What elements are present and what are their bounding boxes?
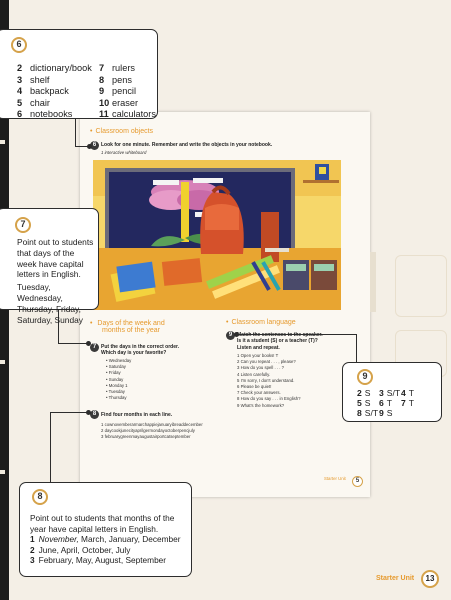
answer-cell	[379, 409, 401, 419]
answer-item	[99, 109, 156, 121]
item-word: shelf	[30, 74, 50, 85]
day-item: • Thursday	[106, 395, 127, 401]
answer-cell	[401, 399, 423, 409]
connector-dot	[234, 332, 239, 337]
inner-page-number: 5	[352, 476, 363, 487]
answer-item	[30, 545, 188, 556]
note-text: Point out to students that months of the year have capital letters in English. 1 November, March, January, December 2 June, April, October, July 3 February, May, August, September	[30, 513, 188, 566]
sentence-line: 2 Can you repeat . . . , please?	[237, 359, 296, 365]
item-answer: T	[386, 397, 393, 408]
connector-line	[50, 412, 51, 482]
footer-unit-label: Starter Unit	[376, 575, 415, 582]
exercise-8-number: 8	[90, 410, 99, 419]
item-answer: March, January, December	[78, 534, 181, 544]
connector-line	[356, 334, 357, 362]
answer-column-2	[99, 63, 156, 121]
chair	[261, 212, 279, 262]
connector-line	[58, 343, 88, 344]
exercise-7-number: 7	[90, 343, 99, 352]
box-number-badge: 9	[357, 369, 373, 385]
eraser	[265, 248, 289, 252]
item-number: 5	[17, 97, 23, 108]
item-word: rulers	[112, 63, 135, 73]
item-word: pencil	[112, 86, 137, 97]
note-box-7	[0, 208, 99, 325]
item-number: 7	[401, 397, 406, 408]
item-number: 5	[357, 397, 362, 408]
heading-days-months: • Days of the week and	[90, 319, 165, 328]
exercise-6-instruction: Look for one minute. Remember and write the objects in your notebook.	[101, 142, 273, 148]
item-number: 7	[99, 63, 105, 73]
item-word: pens	[112, 74, 132, 85]
connector-line	[50, 412, 88, 413]
answer-item	[99, 75, 156, 87]
spine-mark	[0, 470, 5, 474]
item-number: 8	[99, 74, 105, 85]
connector-line	[236, 334, 356, 335]
answer-row	[357, 409, 423, 419]
item-number: 3	[30, 555, 35, 565]
exercise-9-number: 9	[226, 331, 235, 340]
notebook	[162, 258, 202, 286]
answer-column-1	[17, 63, 92, 121]
shelf	[303, 180, 339, 183]
item-word: notebooks	[30, 109, 73, 120]
item-number: 2	[17, 63, 23, 73]
answer-grid	[357, 389, 423, 418]
note-text: Point out to students that days of the week have capital letters in English. Tuesday, Wednesday, Thursday, Friday, Saturday, Sunday	[17, 237, 94, 325]
exercise-6-number: 6	[90, 141, 99, 150]
item-answer: June, April, October, July	[38, 544, 131, 555]
item-number: 2	[357, 388, 362, 398]
puzzle-line: 1 cownovemberarmarchappiejanuaryibreaddecember	[101, 422, 203, 427]
day-item: • Sunday	[106, 376, 124, 382]
sentence-line: 4 Listen carefully.	[237, 371, 271, 377]
exercise-6-example: 1 interactive whiteboard	[101, 150, 147, 155]
sentence-line: 8 How do you say . . . in English?	[237, 396, 301, 402]
example-answer: November,	[38, 534, 79, 544]
answer-item	[17, 109, 92, 121]
student-book-page	[80, 112, 370, 497]
answer-item	[30, 534, 188, 545]
sentence-line: 9 What's the homework?	[237, 402, 285, 408]
spine-mark	[0, 360, 5, 364]
sentence-line: 6 Please be quiet!	[237, 384, 272, 390]
box-number-badge: 8	[32, 489, 48, 505]
item-word: dictionary/book	[30, 63, 92, 73]
days-list	[106, 358, 131, 401]
connector-dot	[86, 341, 91, 346]
classroom-sentences	[237, 353, 301, 409]
item-number: 3	[379, 388, 384, 398]
background-shape	[395, 255, 447, 317]
answer-box-6	[0, 29, 158, 119]
answer-item	[30, 555, 188, 566]
item-number: 2	[30, 544, 35, 555]
classroom-illustration	[93, 160, 341, 310]
sentence-line: 5 I'm sorry, I don't understand.	[237, 377, 295, 383]
connector-line	[75, 117, 76, 147]
answer-item	[17, 63, 92, 75]
inner-footer-label: Starter Unit	[324, 476, 346, 481]
day-item: • Friday	[106, 370, 121, 376]
item-number: 4	[401, 388, 406, 398]
item-answer: S/T	[364, 407, 379, 418]
item-number: 1	[30, 534, 35, 544]
item-answer: T	[408, 388, 415, 398]
sentence-line: 7 Check your answers.	[237, 390, 281, 396]
item-word: chair	[30, 97, 50, 108]
item-word: eraser	[112, 97, 139, 108]
answer-box-9	[342, 362, 442, 422]
exercise-7-instruction: Put the days in the correct order. Which day is your favorite?	[101, 344, 180, 357]
item-number: 6	[17, 109, 23, 120]
connector-dot	[86, 410, 91, 415]
puzzle-line: 3 februarygreenmayaugustairportcatseptember	[101, 434, 191, 440]
item-number: 9	[99, 86, 105, 97]
heading-classroom-objects: • Classroom objects	[90, 128, 153, 135]
heading-classroom-language: • Classroom language	[226, 319, 296, 326]
item-number: 3	[17, 74, 23, 85]
day-item: • Monday 1	[106, 382, 128, 388]
day-item: • Saturday	[106, 364, 126, 370]
heading-days-months-line-2: months of the year	[102, 327, 160, 334]
puzzle-line: 2 daycookjunecityaprilgermondayoctoberpencjuly	[101, 428, 195, 434]
exercise-8-instruction: Find four months in each line.	[101, 412, 173, 418]
item-number: 4	[17, 86, 23, 97]
day-item: • Tuesday	[106, 389, 125, 395]
item-number: 10	[99, 97, 110, 108]
sentence-line: 1 Open your books! T	[237, 353, 279, 358]
item-answer: S	[386, 407, 393, 418]
answer-item	[99, 98, 156, 110]
item-answer: S	[364, 397, 371, 408]
item-answer: T	[408, 397, 415, 408]
item-answer: S	[364, 388, 371, 398]
spine-mark	[0, 140, 5, 144]
item-number: 11	[99, 109, 109, 120]
answer-item	[17, 98, 92, 110]
connector-dot	[87, 144, 92, 149]
box-number-badge: 6	[11, 37, 27, 53]
box-number-badge: 7	[15, 217, 31, 233]
page-tab	[370, 252, 376, 312]
note-box-8	[19, 482, 192, 577]
item-word: calculators	[112, 109, 156, 120]
answer-item	[99, 86, 156, 98]
notebook	[116, 262, 155, 293]
month-puzzle-lines	[101, 422, 203, 441]
answer-item	[17, 75, 92, 87]
item-number: 6	[379, 397, 384, 408]
exercise-9-instruction: Is it a student (S) or a teacher (T)? Listen and repeat.	[237, 338, 318, 351]
page-number: 13	[421, 570, 439, 588]
item-answer: February, May, August, September	[38, 555, 167, 565]
answer-item	[17, 86, 92, 98]
item-answer: S/T	[386, 388, 401, 398]
item-word: backpack	[30, 86, 69, 97]
sentence-line: 3 How do you spell . . . ?	[237, 365, 285, 371]
day-item: • Wednesday	[106, 358, 132, 363]
answer-item	[99, 63, 156, 75]
answer-cell	[357, 409, 379, 419]
item-number: 9	[379, 407, 384, 418]
item-number: 8	[357, 407, 362, 418]
